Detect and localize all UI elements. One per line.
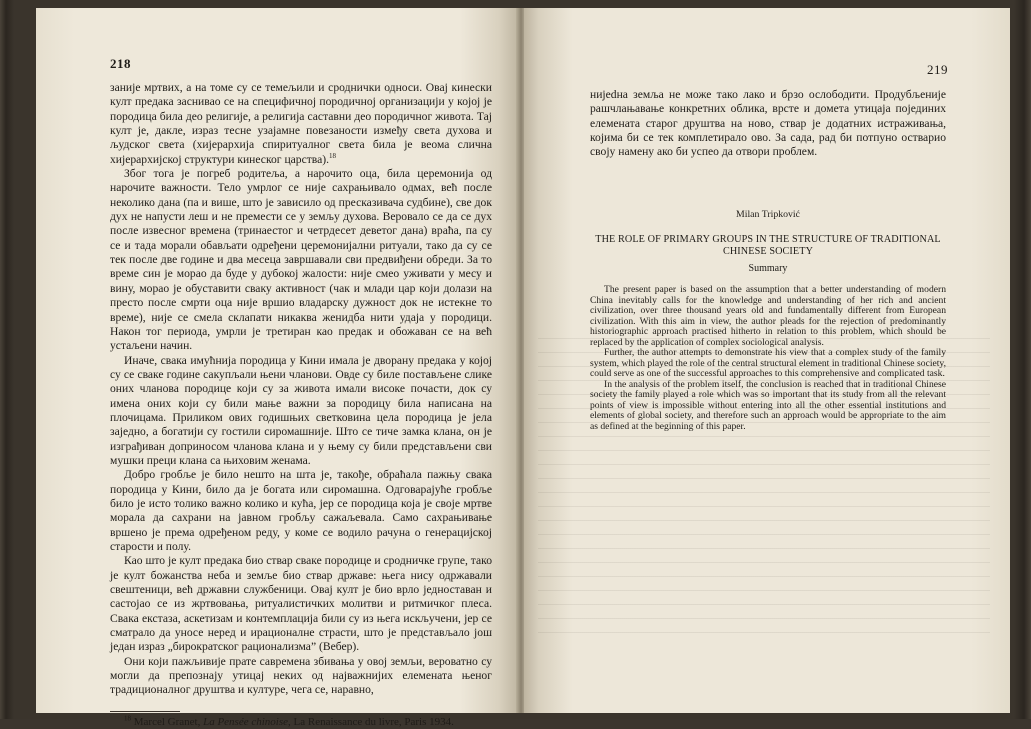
paragraph: Као што је култ предака био ствар сваке породице и сродничке групе, тако је култ божанства неба и земље био ствар државе: њега нису одржавали свештеници, већ државни службеници. Овај култ је био врло једноставан и састојао се из жртвовања, ритуалистичких молитви и ритмичког плеса. Свака екстаза, аскетизам и контемплација били су из њега искључени, јер се сматрало да уносе неред и ирационалне страсти, што је представљало још један израз „бирократског рационализма” (Вебер).	[110, 554, 492, 654]
summary-heading: Summary	[748, 263, 788, 275]
right-page	[524, 8, 1010, 713]
summary-paragraph: In the analysis of the problem itself, the conclusion is reached that in traditional Chinese society the family played a role which was so important that its study from all the relevant points of view is impossible without entering into all the other essential institutions and elements of global society, and therefore such an approach would be appropriate to the aim as defined at the beginning of this paper.	[590, 378, 946, 432]
footnote-title: La Pensée chinoise	[203, 715, 289, 728]
paragraph: Због тога је погреб родитеља, а нарочито оца, била церемонија од нарочите важности. Тело умрлог се није сахрањивало одмах, већ после неколико дана (па и више, што је зависило од пресказивача судбине), све док дух не напусти леш и не премести се у земљу духова. Веровало се да се дух после извесног времена (тринаестог и четрдесет деветог дана) враћа, па су се и тада морали обављати одређени церемонијални ритуали, тако да су се тек после две године и два месеца завршавали сви предвиђени обреди. За то време син је морао да буде у дубокој жалости: није смео уживати у месу и вину, морао је обуставити сваку активност (чак и млади цар који долази на престо после смрти оца није вршио владарску дужност док не истекне то време), није се смела склапати никаква женидба нити удаја у породици. Након тог периода, умрли је третиран као предак и обожаван се на већ устаљени начин.	[110, 167, 492, 353]
paragraph: Иначе, свака имућнија породица у Кини имала је дворану предака у којој су се сваке године сакупљали њени чланови. Овде су биле постављене слике оних чланова породице који су за живота имали високе почасти, док су имена оних који су били мање важни за породицу била написана на плочицама. Приликом ових годишњих светковина цела породица је јела заједно, а богатији су гостили сиромашније. Што се тиче замка клана, он је изграђиван доприносом чланова клана и у њему су били представљени сви мушки преци клана са њиховим женама.	[110, 353, 492, 467]
summary-title	[590, 234, 946, 258]
page-number-left: 218	[110, 56, 131, 71]
footnote-rule	[110, 711, 180, 712]
page-number-right: 219	[927, 62, 948, 77]
footnote-author: Marcel Granet,	[133, 715, 204, 728]
continuation-paragraph: нијedна земља не може тако лако и брзо ослободити. Продубљеније рашчлањавање конкретних облика, врсте и домета утицаја појединих елемената старог друштва на ново, ствар је додатних истраживања, којима би се тек комплетирало ово. За сада, рад би потпуно остварио своју намену ако би успео да отвори проблем.	[590, 88, 946, 159]
footnote	[110, 716, 492, 729]
footnote-publisher: , La Renaissance du livre, Paris 1934.	[288, 715, 454, 728]
left-page-body	[110, 81, 492, 729]
paragraph: Добро гробље је било нешто на шта је, такође, обраћала пажњу свака породица у Кини, било да је богата или сиромашна. Одговарајуће гробље било је исто толико важно колико и кућа, јер се породица која је своје мртве морала да сахрани на јавном гробљу сажаљевала. Само сахрањивање вршено је према одређеном реду, у коме се водило рачуна о генерацијској старости и полу.	[110, 468, 492, 553]
summary-title-line: CHINESE SOCIETY	[722, 245, 814, 257]
summary-paragraph: Further, the author attempts to demonstrate his view that a complex study of the family system, which played the role of the central structural element in traditional Chinese society, could serve as one of the successful approaches to this comprehensive and complicated task.	[590, 347, 946, 380]
summary-author: Milan Tripković	[736, 208, 800, 220]
summary-paragraph: The present paper is based on the assumption that a better understanding of modern China inevitably calls for the knowledge and understanding of her rich and ancient civilization, over three thousand years old and fundamentally different from European civilization. With this aim in view, the author pleads for the rejection of predominantly historiographic approach practised hitherto in relation to this problem, which should be replaced by the application of complex sociological analysis.	[590, 284, 946, 348]
right-page-body	[590, 88, 946, 432]
summary-text	[590, 285, 946, 432]
left-page	[36, 8, 518, 728]
footnote-marker: 18	[329, 151, 337, 160]
footnote-number: 18	[124, 714, 131, 723]
paragraph: Они који пажљивије прате савремена збивања у овој земљи, вероватно су могли да препознају утицај неких од најважнијих елемената њеног традиционалног друштва и културе, чега се, наравно,	[110, 654, 492, 697]
summary-title-line: THE ROLE OF PRIMARY GROUPS IN THE STRUCTURE OF TRADITIONAL	[595, 233, 941, 245]
paragraph-text: заније мртвих, а на томе су се темељили и сроднички односи. Овај кинески култ предака заснивао се на специфичној породичној организацији у којој је породица била део религије, а религија саставни део породичног живота. Тај култ је, дакле, израз тесне узајамне повезаности између света духова и људског света (хијерархија спиритуалног света била је веома слична хијерархијској структури кинеског царства).	[110, 81, 492, 166]
paragraph	[110, 81, 492, 167]
